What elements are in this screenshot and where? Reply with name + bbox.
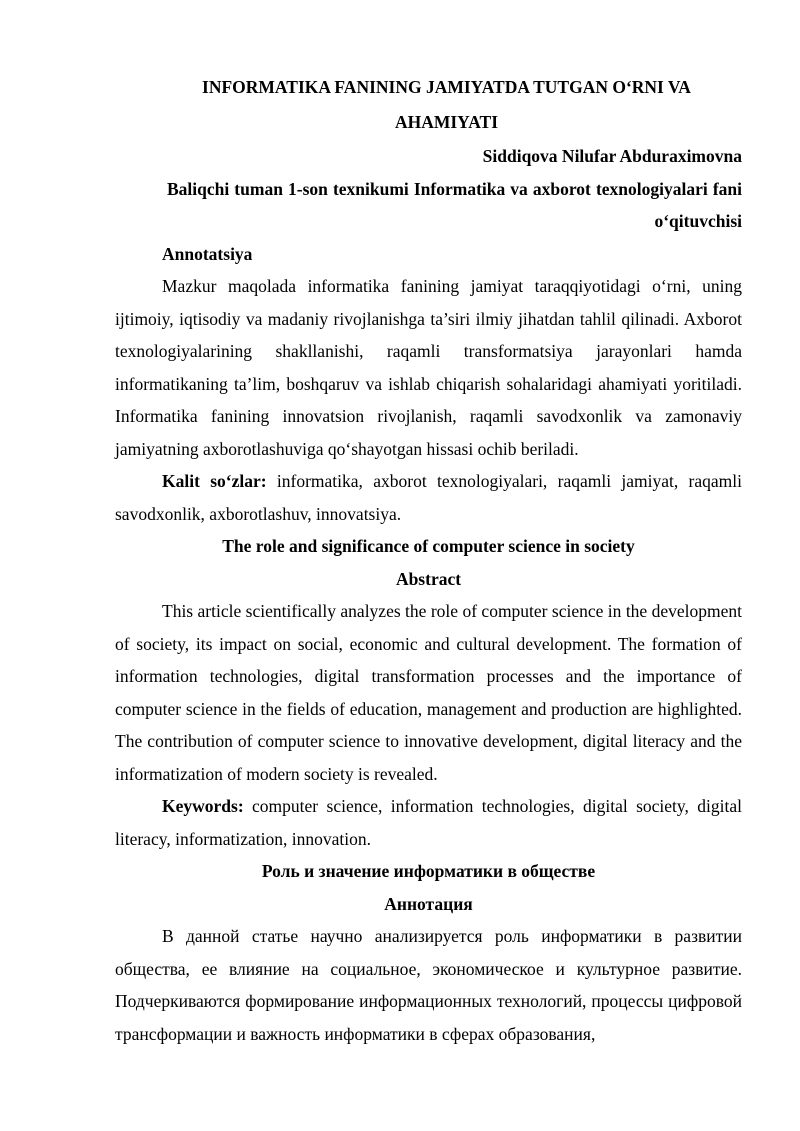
uz-keywords-list: informatika, axborot texnologiyalari, raqamli jamiyat, raqamli savodxonlik, axborotlashuv, innovatsiya. — [115, 471, 742, 524]
article-title: INFORMATIKA FANINING JAMIYATDA TUTGAN O‘RNI VA AHAMIYATI — [202, 77, 691, 132]
en-abstract-heading: Abstract — [395, 568, 462, 589]
ru-abstract-heading: Аннотация — [384, 893, 473, 914]
author-name: Siddiqova Nilufar Abduraximovna — [482, 146, 742, 166]
uz-keywords-label: Kalit so‘zlar: — [162, 471, 267, 491]
en-keywords — [115, 790, 742, 855]
en-abstract-text: This article scientifically analyzes the role of computer science in the development of society, its impact on social, economic and cultural development. The formation of information technologies, digital transformation processes and the importance of computer science in the fields of education, management and production are highlighted. The contribution of computer science to innovative development, digital literacy and the informatization of modern society is revealed. — [115, 601, 742, 784]
en-keywords-label: Keywords: — [162, 796, 244, 816]
uz-abstract-text: Mazkur maqolada informatika fanining jamiyat taraqqiyotidagi o‘rni, uning ijtimoiy, iqtisodiy va madaniy rivojlanishga ta’siri ilmiy jihatdan tahlil qilinadi. Axborot texnologiyalarining shakllanishi, raqamli transformatsiya jarayonlari hamda informatikaning ta’lim, boshqaruv va ishlab chiqarish sohalaridagi ahamiyati yoritiladi. Informatika fanining innovatsion rivojlanish, raqamli savodxonlik va zamonaviy jamiyatning axborotlashuviga qo‘shayotgan hissasi ochib beriladi. — [115, 276, 742, 459]
document-page — [115, 70, 742, 1050]
ru-abstract-text: В данной статье научно анализируется роль информатики в развитии общества, ее влияние на социальное, экономическое и культурное развитие. Подчеркиваются формирование информационных технологий, процессы цифровой трансформации и важность информатики в сферах образования, — [115, 926, 742, 1044]
en-keywords-list: computer science, information technologies, digital society, digital literacy, informatization, innovation. — [115, 796, 742, 849]
en-title: The role and significance of computer science in society — [222, 536, 635, 556]
uz-abstract-heading: Annotatsiya — [162, 243, 253, 264]
author-affiliation: Baliqchi tuman 1-son texnikumi Informatika va axborot texnologiyalari fani o‘qituvchisi — [167, 178, 742, 231]
ru-title: Роль и значение информатики в обществе — [261, 861, 596, 881]
uz-keywords — [115, 465, 742, 530]
